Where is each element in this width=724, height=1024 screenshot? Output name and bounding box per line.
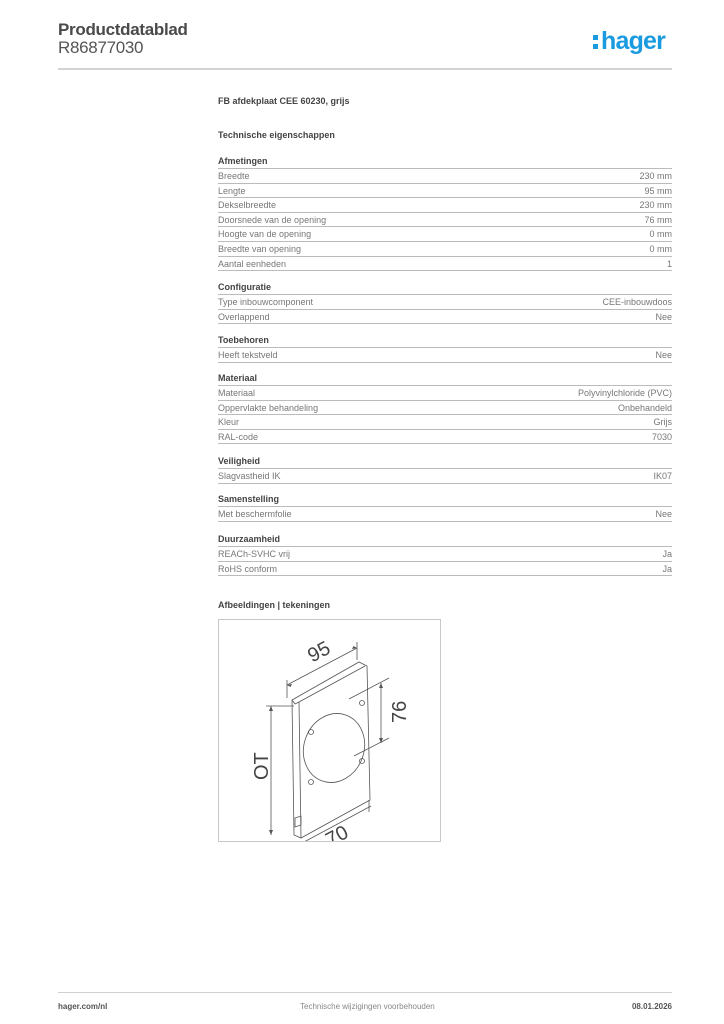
table-row: Doorsnede van de opening 76 mm <box>218 213 672 228</box>
table-row: Materiaal Polyvinylchloride (PVC) <box>218 386 672 401</box>
dim-width-label: 95 <box>304 637 335 668</box>
footer-divider <box>58 992 672 993</box>
section-afmetingen <box>218 155 672 271</box>
table-row: Met beschermfolie Nee <box>218 507 672 522</box>
table-row: Overlappend Nee <box>218 310 672 325</box>
table-row: Kleur Grijs <box>218 415 672 430</box>
section-title: Configuratie <box>218 281 672 295</box>
section-veiligheid <box>218 455 672 484</box>
table-row: Oppervlakte behandeling Onbehandeld <box>218 401 672 416</box>
logo-text: hager <box>601 27 666 55</box>
logo-colon-icon <box>593 35 599 53</box>
dim-opening-label: 76 <box>389 700 411 723</box>
section-duurzaamheid <box>218 533 672 576</box>
table-row: RAL-code 7030 <box>218 430 672 445</box>
section-title: Samenstelling <box>218 493 672 507</box>
hager-logo <box>593 26 665 56</box>
document-title: Productdatablad <box>58 20 188 39</box>
dim-height-label: OT <box>251 752 273 780</box>
dim-bottom-label: 70 <box>322 821 353 841</box>
table-row: REACh-SVHC vrij Ja <box>218 547 672 562</box>
section-title: Toebehoren <box>218 334 672 348</box>
section-materiaal <box>218 372 672 444</box>
header-divider <box>58 68 672 70</box>
images-heading: Afbeeldingen | tekeningen <box>218 600 331 610</box>
table-row: Lengte 95 mm <box>218 184 672 199</box>
footer-website-link[interactable]: hager.com/nl <box>58 1002 108 1011</box>
section-configuratie <box>218 281 672 324</box>
table-row: Type inbouwcomponent CEE-inbouwdoos <box>218 295 672 310</box>
section-title: Veiligheid <box>218 455 672 469</box>
footer-date: 08.01.2026 <box>631 1002 672 1011</box>
section-title: Materiaal <box>218 372 672 386</box>
table-row: Heeft tekstveld Nee <box>218 348 672 363</box>
section-toebehoren <box>218 334 672 363</box>
product-code: R86877030 <box>58 38 144 57</box>
table-row: Slagvastheid IK IK07 <box>218 469 672 484</box>
product-name: FB afdekplaat CEE 60230, grijs <box>218 96 350 106</box>
table-row: Breedte van opening 0 mm <box>218 242 672 257</box>
section-samenstelling <box>218 493 672 522</box>
technical-drawing <box>218 619 441 842</box>
tech-heading: Technische eigenschappen <box>218 130 335 140</box>
footer-disclaimer: Technische wijzigingen voorbehouden <box>300 1002 435 1011</box>
section-title: Duurzaamheid <box>218 533 672 547</box>
table-row: Breedte 230 mm <box>218 169 672 184</box>
section-title: Afmetingen <box>218 155 672 169</box>
cover-plate-drawing-icon <box>219 620 440 841</box>
table-row: Hoogte van de opening 0 mm <box>218 227 672 242</box>
table-row: Aantal eenheden 1 <box>218 257 672 272</box>
table-row: Dekselbreedte 230 mm <box>218 198 672 213</box>
table-row: RoHS conform Ja <box>218 562 672 577</box>
